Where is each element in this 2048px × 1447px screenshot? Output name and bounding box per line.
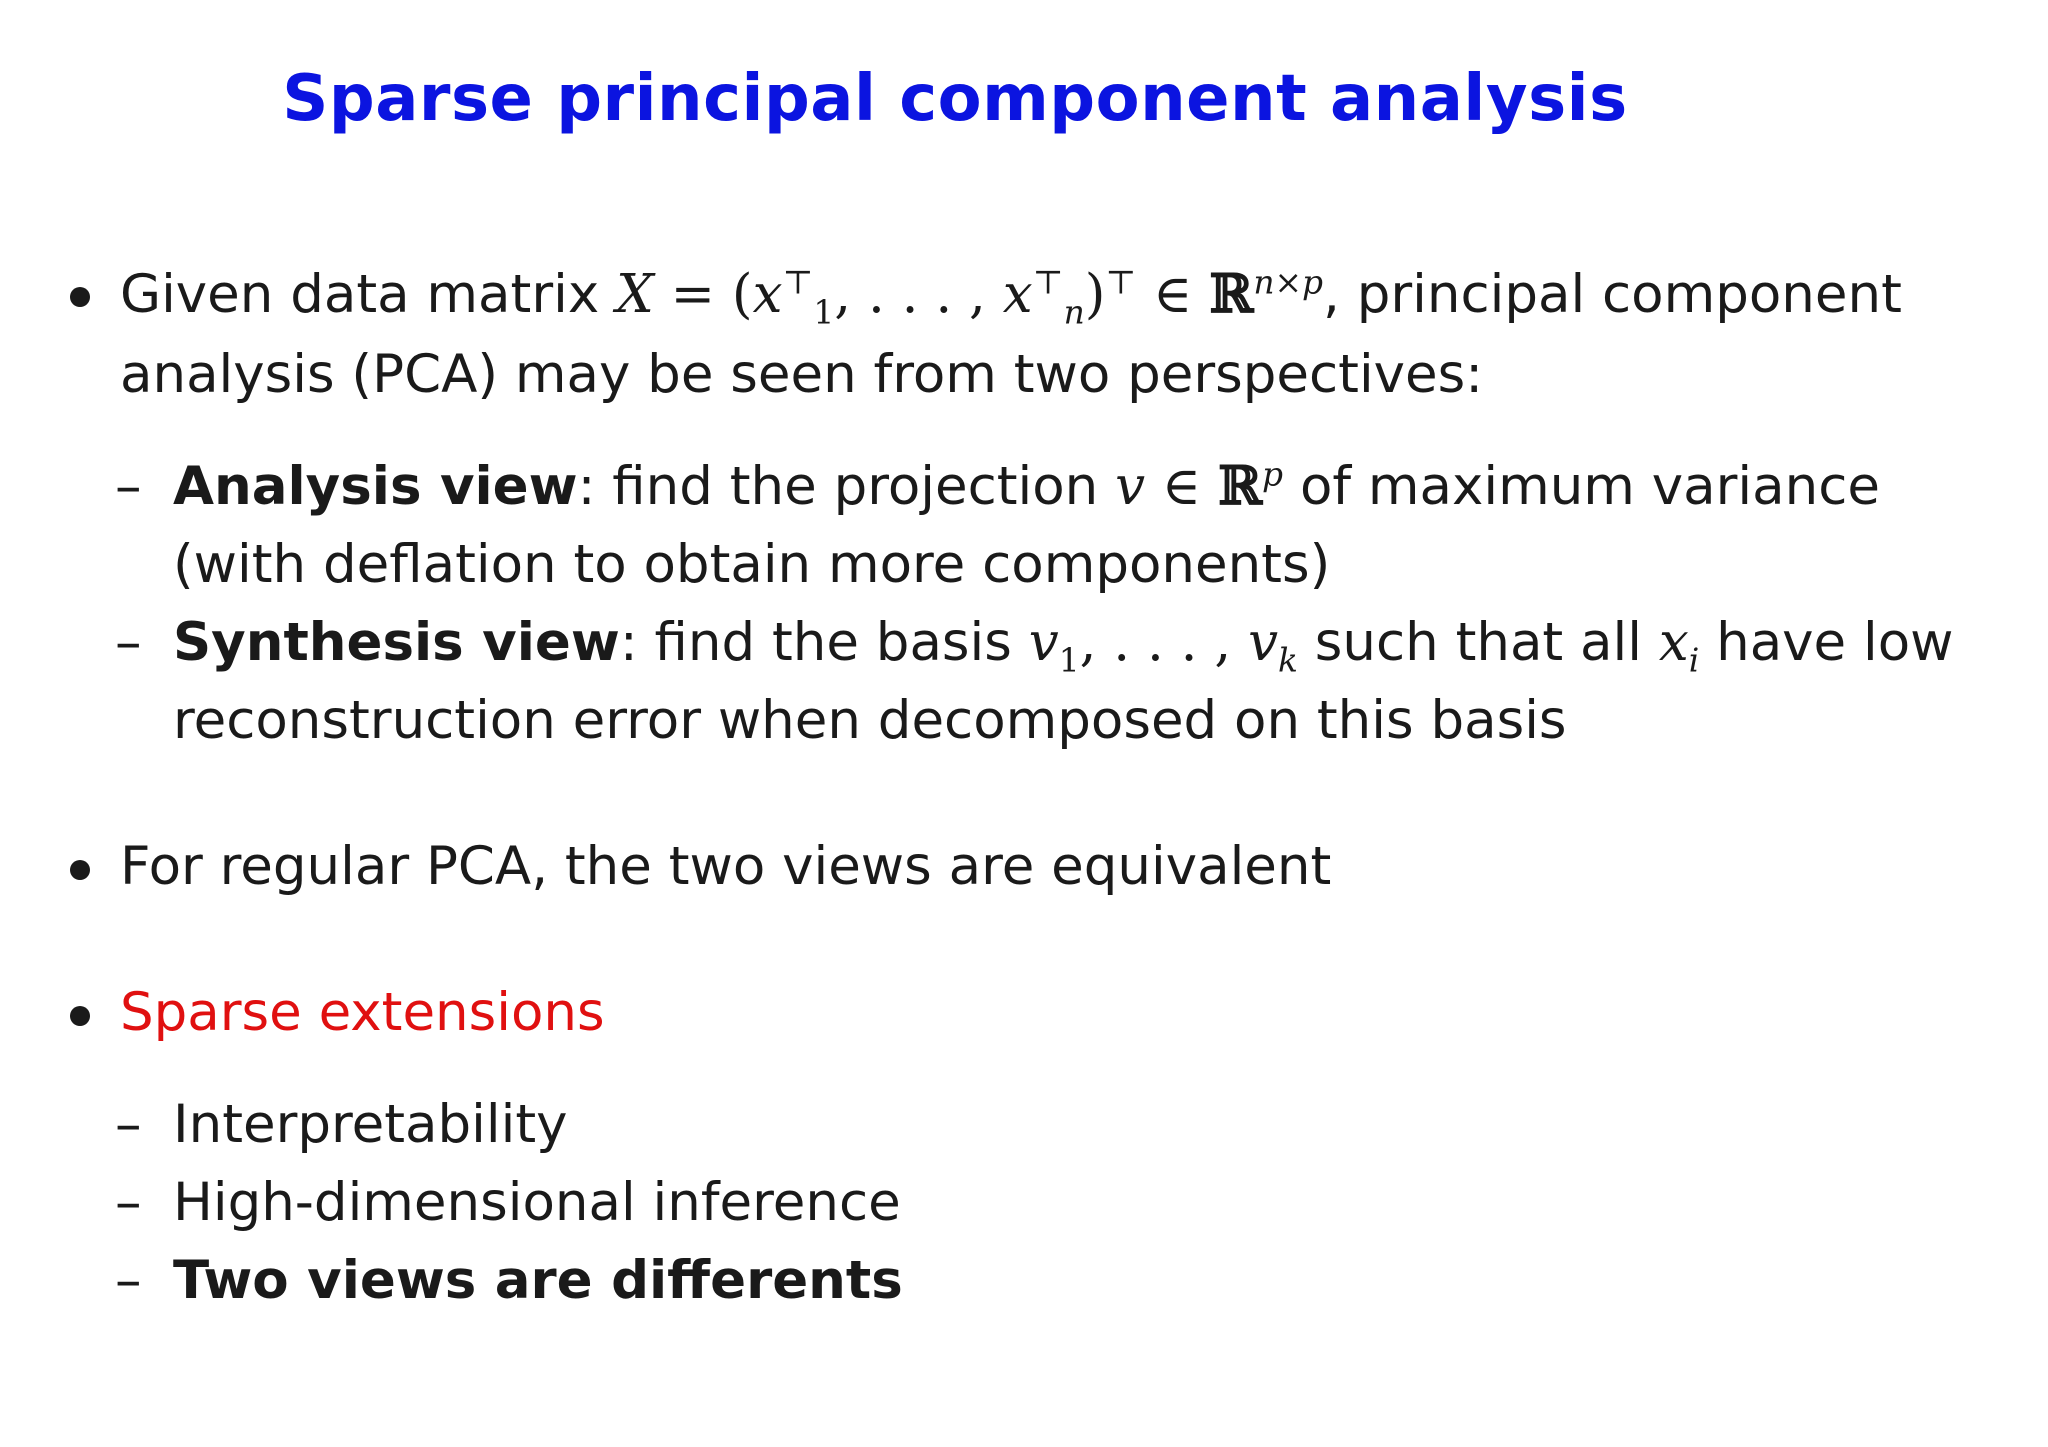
math-reals: ℝ [1218,455,1263,517]
dash-marker: – [115,1094,142,1155]
math-top: ⊤ [1105,262,1137,302]
sub-item-text-line: reconstruction error when decomposed on this basis [173,690,1567,751]
term-label: Analysis view [173,456,578,517]
text: of maximum variance [1283,456,1880,517]
text: : find the projection [577,456,1116,517]
sub-item-text-line: (with deflation to obtain more components) [173,534,1331,595]
math-sub: 1 [1058,640,1080,680]
math-p: p [1262,454,1284,494]
math-sub: 1 [813,292,835,332]
math-close: ) [1084,264,1106,325]
math-sub: i [1688,640,1700,680]
dash-marker: – [115,1250,142,1311]
text: such that all [1297,612,1659,673]
math-dims: n×p [1253,262,1324,302]
math-in: ∈ [1145,456,1218,517]
math-top: ⊤ [782,262,814,302]
math-x: x [752,264,783,325]
bullet-dot-icon [70,1006,90,1026]
text: have low [1699,612,1954,673]
math-sub: n [1063,292,1085,332]
sub-item: High-dimensional inference [173,1172,901,1233]
math-v: v [1115,456,1146,517]
math-in: ∈ [1136,264,1210,325]
bullet-text-line [120,262,1902,332]
sub-item: Two views are differents [173,1250,903,1311]
text: , principal component [1323,264,1902,325]
bullet-text-line: Sparse extensions [120,982,605,1043]
math-top: ⊤ [1032,262,1064,302]
sub-item-analysis-view [173,454,1880,517]
dash-marker: – [115,1172,142,1233]
bullet-text-line: analysis (PCA) may be seen from two perspectives: [120,344,1484,405]
sub-item-synthesis-view [173,612,1954,680]
text: : find the basis [619,612,1029,673]
math-dots: , . . . , [1079,612,1249,673]
math-v: v [1248,612,1279,673]
math-sub: k [1278,640,1298,680]
sub-item: Interpretability [173,1094,568,1155]
bullet-dot-icon [70,287,90,307]
slide-title: Sparse principal component analysis [282,62,1628,136]
text: Given data matrix [120,264,600,325]
dash-marker: – [115,612,142,673]
math-x: x [1658,612,1689,673]
bullet-text-line: For regular PCA, the two views are equivalent [120,836,1332,897]
math-reals: ℝ [1209,263,1254,325]
dash-marker: – [115,456,142,517]
term-label: Synthesis view [173,612,620,673]
math-v: v [1028,612,1059,673]
math-X: X [616,264,654,325]
math-x: x [1002,264,1033,325]
bullet-dot-icon [70,860,90,880]
math-dots: , . . . , [834,264,1003,325]
math-eq: = ( [653,264,753,325]
